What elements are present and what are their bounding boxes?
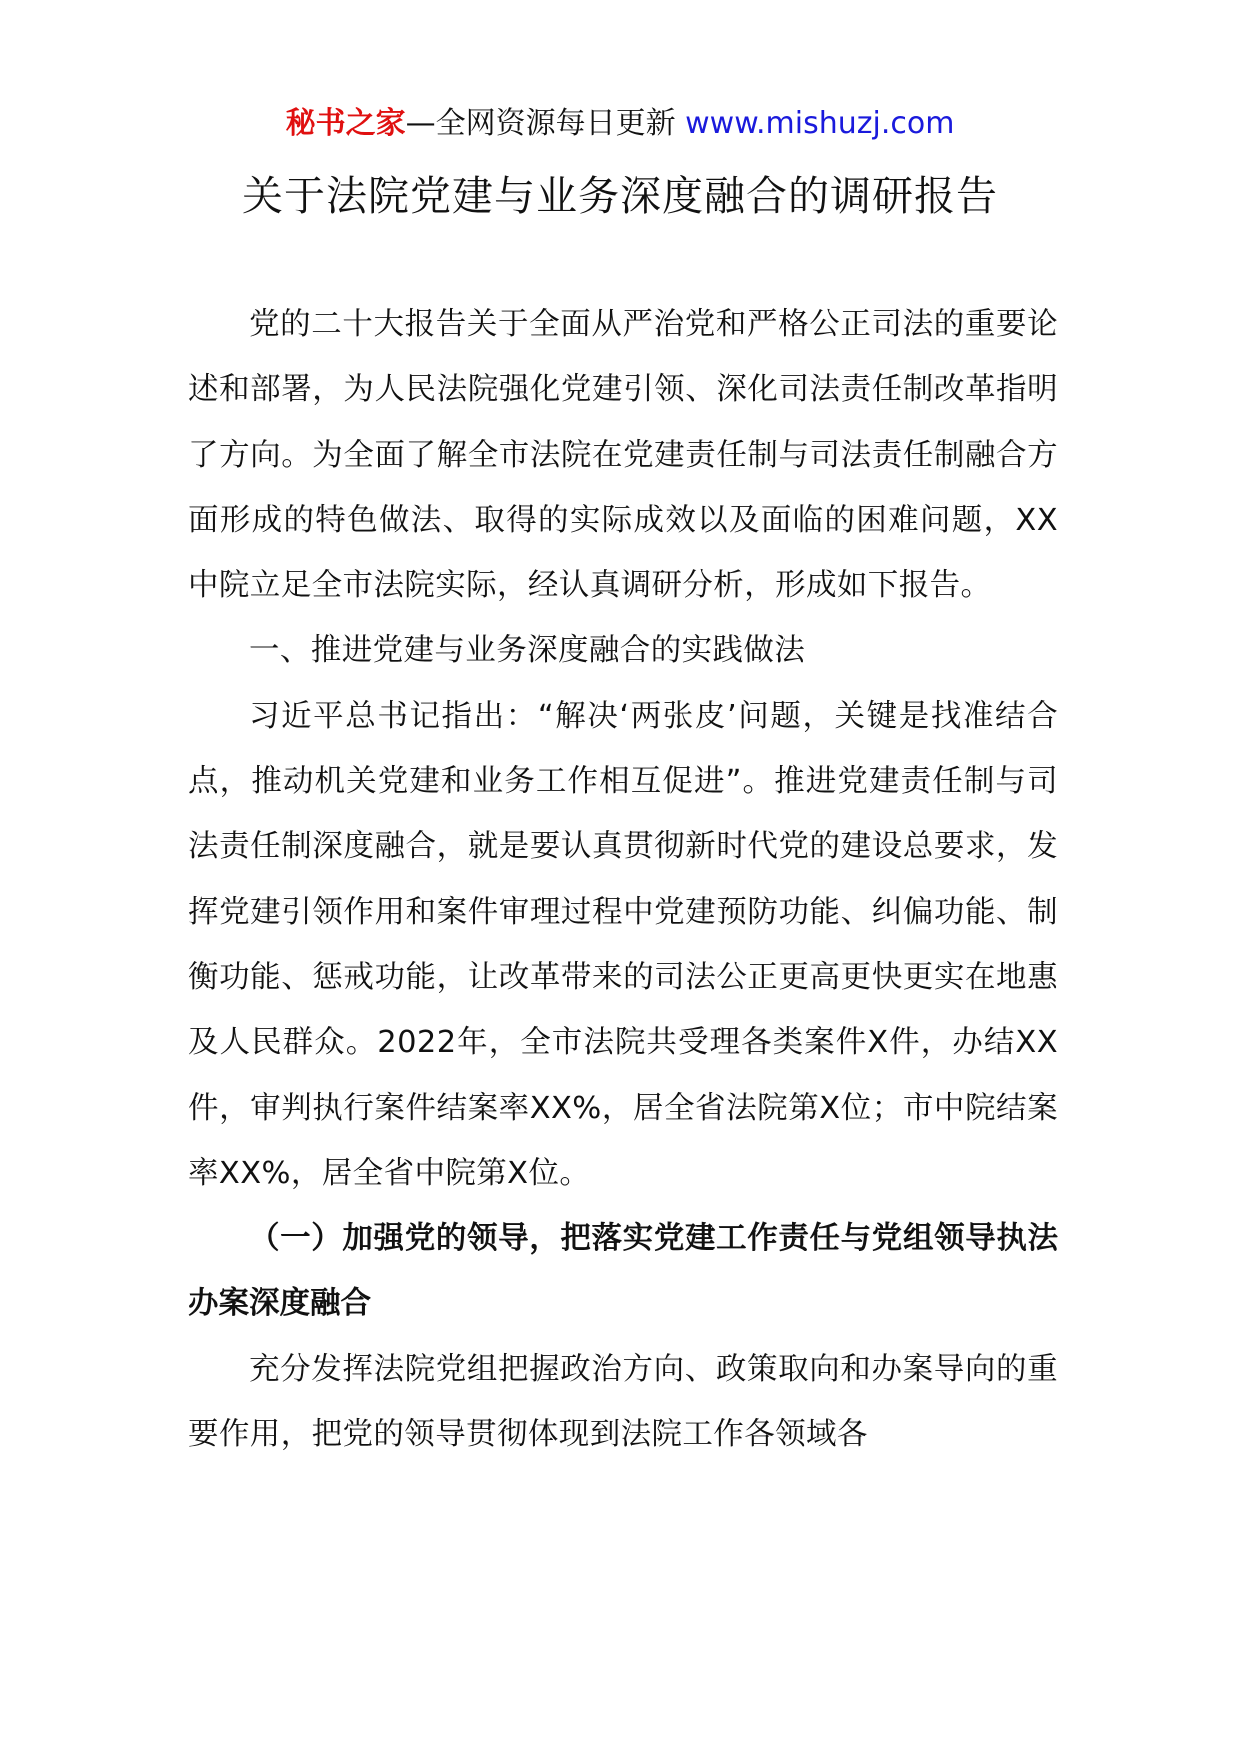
site-url-link[interactable]: www.mishuzj.com [685, 106, 955, 141]
subsection-1-heading: （一）加强党的领导，把落实党建工作责任与党组领导执法办案深度融合 [188, 1221, 1058, 1322]
section-1-paragraph: 习近平总书记指出：“解决‘两张皮’问题，关键是找准结合点，推动机关党建和业务工作相互促进”。推进党建责任制与司法责任制深度融合，就是要认真贯彻新时代党的建设总要求，发挥党建引领作用和案件审理过程中党建预防功能、纠偏功能、制衡功能、惩戒功能，让改革带来的司法公正更高更快更实在地惠及人民群众。2022年，全市法院共受理各类案件X件，办结XX件，审判执行案件结案率XX%，居全省法院第X位；市中院结案率XX%，居全省中院第X位。 [188, 698, 1058, 1191]
document-title: 关于法院党建与业务深度融合的调研报告 [242, 172, 998, 220]
site-banner [0, 104, 1240, 144]
brand-name: 秘书之家 [285, 106, 406, 141]
intro-paragraph: 党的二十大报告关于全面从严治党和严格公正司法的重要论述和部署，为人民法院强化党建引领、深化司法责任制改革指明了方向。为全面了解全市法院在党建责任制与司法责任制融合方面形成的特色做法、取得的实际成效以及面临的困难问题，XX中院立足全市法院实际，经认真调研分析，形成如下报告。 [188, 307, 1058, 604]
document-body [188, 292, 1058, 1467]
section-1-heading: 一、推进党建与业务深度融合的实践做法 [249, 633, 806, 669]
subsection-1-paragraph: 充分发挥法院党组把握政治方向、政策取向和办案导向的重要作用，把党的领导贯彻体现到法院工作各领域各 [188, 1351, 1058, 1453]
site-tagline: —全网资源每日更新 [405, 106, 686, 141]
